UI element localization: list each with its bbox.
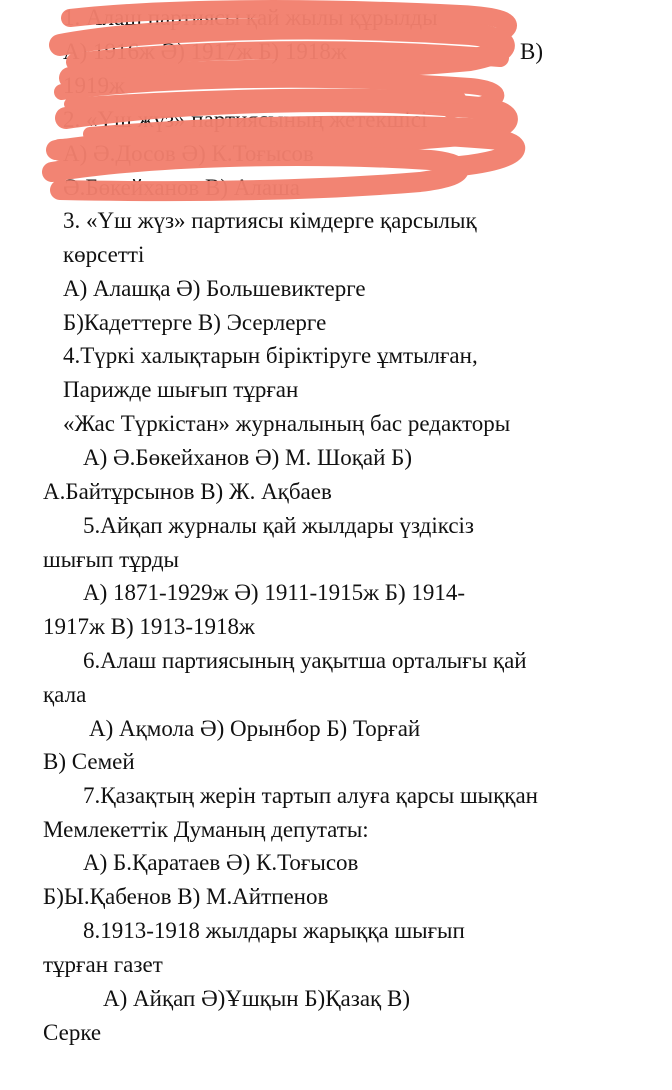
q5-line-4: 1917ж В) 1913-1918ж bbox=[43, 614, 255, 639]
q4-line-2: Парижде шығып тұрған bbox=[63, 377, 299, 402]
q3-line-2: көрсетті bbox=[63, 242, 145, 267]
q7-line-3: А) Б.Қаратаев Ә) К.Тоғысов bbox=[83, 850, 359, 875]
q3-line-4: Б)Кадеттерге В) Эсерлерге bbox=[63, 310, 327, 335]
q4-line-4: А) Ә.Бөкейханов Ә) М. Шоқай Б) bbox=[83, 445, 413, 470]
q2-line-3: Ә.Бөкейханов В) Алаша bbox=[63, 175, 300, 200]
q8-line-4: Серке bbox=[43, 1020, 102, 1045]
q1-line-1: 1. Алаш партиясы қай жылы құрылды bbox=[63, 5, 438, 30]
q4-line-3: «Жас Түркістан» журналының бас редакторы bbox=[63, 411, 511, 436]
q2-line-1: 2. «Үш жүз» партиясының жетекшісі bbox=[63, 107, 428, 132]
q1-option-v: В) bbox=[520, 39, 543, 64]
q4-line-5: А.Байтұрсынов В) Ж. Ақбаев bbox=[43, 479, 332, 504]
redaction-scribble bbox=[0, 0, 672, 210]
q8-line-3: А) Айқап Ә)Ұшқын Б)Қазақ В) bbox=[103, 986, 410, 1011]
q5-line-1: 5.Айқап журналы қай жылдары үздіксіз bbox=[83, 513, 475, 538]
q3-line-3: А) Алашқа Ә) Большевиктерге bbox=[63, 276, 366, 301]
q5-line-2: шығып тұрды bbox=[43, 547, 180, 572]
q6-line-3: А) Ақмола Ә) Орынбор Б) Торғай bbox=[89, 716, 421, 741]
q6-line-4: В) Семей bbox=[43, 749, 135, 774]
q5-line-3: А) 1871-1929ж Ә) 1911-1915ж Б) 1914- bbox=[83, 580, 466, 605]
q6-line-1: 6.Алаш партиясының уақытша орталығы қай bbox=[83, 648, 527, 673]
q6-line-2: қала bbox=[43, 682, 87, 707]
q1-line-3: 1919ж bbox=[63, 73, 125, 98]
q2-line-2: А) Ә.Досов Ә) К.Тоғысов bbox=[63, 141, 314, 166]
q8-line-1: 8.1913-1918 жылдары жарыққа шығып bbox=[83, 918, 465, 943]
q3-line-1: 3. «Үш жүз» партиясы кімдерге қарсылық bbox=[63, 208, 477, 233]
q8-line-2: тұрған газет bbox=[43, 952, 163, 977]
q4-line-1: 4.Түркі халықтарын біріктіруге ұмтылған, bbox=[63, 343, 478, 368]
q7-line-1: 7.Қазақтың жерін тартып алуға қарсы шыққан bbox=[83, 783, 538, 808]
q1-line-2: А) 1916ж Ә) 1917ж Б) 1918ж bbox=[63, 39, 347, 64]
q7-line-4: Б)Ы.Қабенов В) М.Айтпенов bbox=[43, 884, 329, 909]
q7-line-2: Мемлекеттік Думаның депутаты: bbox=[43, 817, 369, 842]
